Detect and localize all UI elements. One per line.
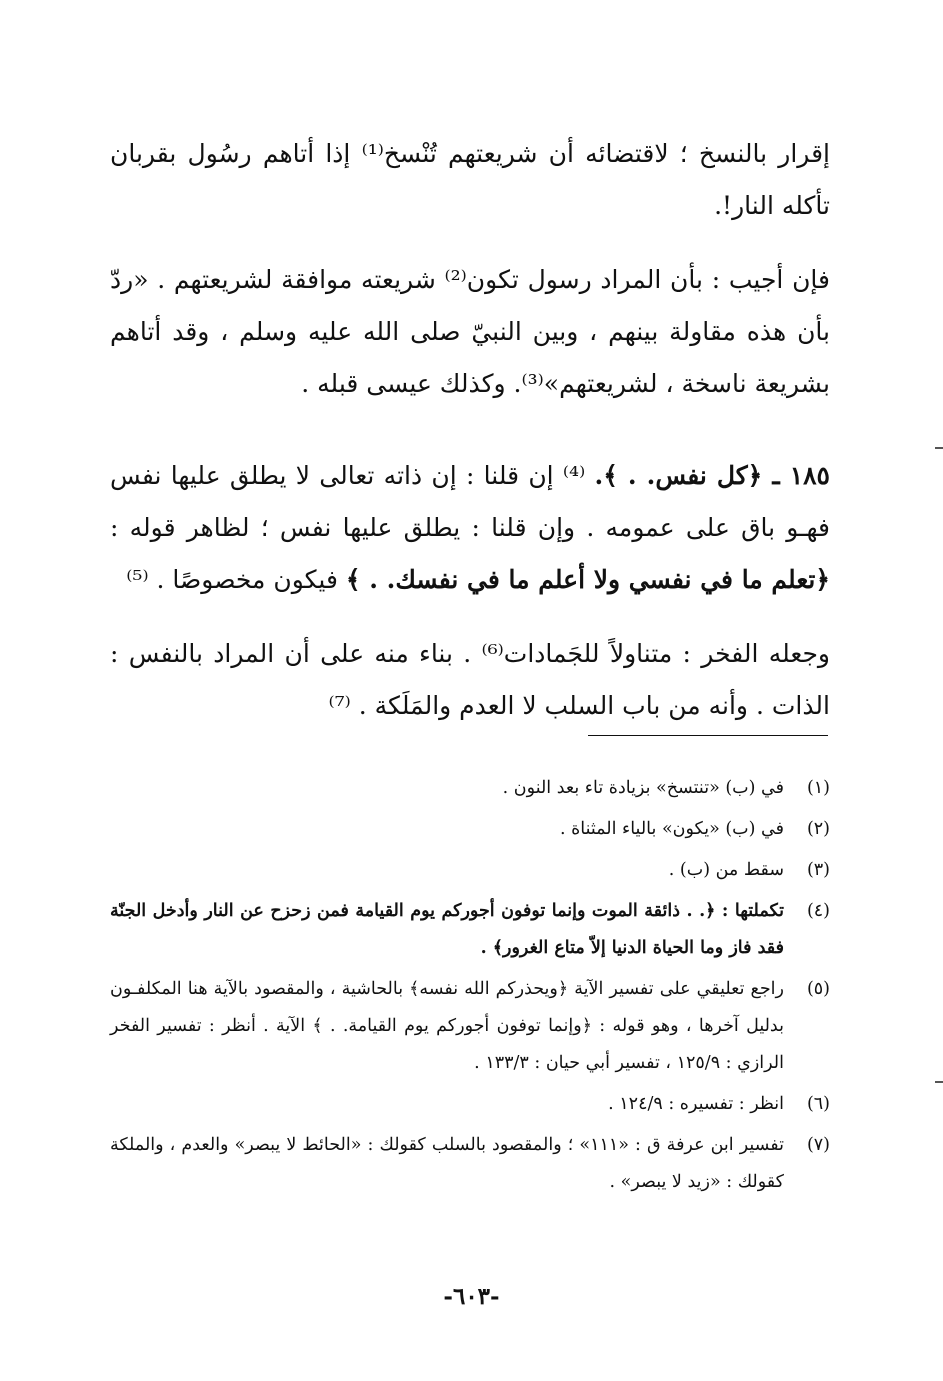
footnote-number: (٦) xyxy=(806,1094,830,1114)
paragraph-4: وجعله الفخر : متناولاً للجَمادات⁽⁶⁾ . بناء منه على أن المراد بالنفس : الذات . وأنه من باب السلب لا العدم والمَلَكة . ⁽⁷⁾ xyxy=(110,639,830,720)
paragraph-185 xyxy=(110,450,830,606)
footnote-text: في (ب) «تنتسخ» بزيادة تاء بعد النون . xyxy=(502,778,784,798)
footnote-number: (٣) xyxy=(806,860,830,880)
page-number: -٦٠٣- xyxy=(443,1283,500,1310)
footnote-number: (٢) xyxy=(806,819,830,839)
paragraph-185-tail: فيكون مخصوصًا . ⁽⁵⁾ xyxy=(126,565,338,594)
scan-edge-mark xyxy=(935,1081,943,1083)
scan-edge-mark xyxy=(935,447,943,449)
footnote-number: (٤) xyxy=(806,901,830,921)
paragraph-2: فإن أجيب : بأن المراد رسول تكون⁽²⁾ شريعته موافقة لشريعتهم . «ردّ بأن هذه مقاولة بينهم ، وبين النبيّ صلى الله عليه وسلم ، وقد أتاهم بشريعة ناسخة ، لشريعتهم»⁽³⁾. وكذلك عيسى قبله . xyxy=(110,265,831,398)
footnote-number: (٥) xyxy=(806,979,830,999)
footnote-separator xyxy=(588,735,828,736)
footnote-text: انظر : تفسيره : ١٢٤/٩ . xyxy=(608,1094,784,1114)
verse-quote: ﴿تعلم ما في نفسي ولا أعلم ما في نفسك. . ﴾ xyxy=(345,565,830,594)
paragraph-1: إقرار بالنسخ ؛ لاقتضائه أن شريعتهم تُنْسخ⁽¹⁾ إذا أتاهم رسُول بقربان تأكله النار!. xyxy=(110,139,830,220)
verse-heading: ١٨٥ ـ ﴿كل نفس. . ﴾. xyxy=(594,461,830,490)
footnote-text: تكملتها : ﴿. . ذائقة الموت وإنما توفون أجوركم يوم القيامة فمن زحزح عن النار وأدخل الجنّة فقد فاز وما الحياة الدنيا إلاّ متاع الغرور﴾ . xyxy=(110,901,784,958)
footnote-number: (١) xyxy=(806,778,830,798)
footnote-text: راجع تعليقي على تفسير الآية ﴿ويحذركم الله نفسه﴾ بالحاشية ، والمقصود بالآية هنا المكلفـون بدليل آخرها ، وهو قوله : ﴿وإنما توفون أجوركم يوم القيامة. . ﴾ الآية . أنظر : تفسير الفخر الرازي : ١٢٥/٩ ، تفسير أبي حيان : ١٣٣/٣ . xyxy=(110,979,784,1073)
footnote xyxy=(110,893,830,967)
main-text xyxy=(110,128,830,732)
footnote xyxy=(110,1086,830,1123)
footnote-text: في (ب) «يكون» بالياء المثناة . xyxy=(559,819,784,839)
footnote xyxy=(110,770,830,807)
footnote-number: (٧) xyxy=(806,1135,830,1155)
paragraph-185-text: ⁽⁴⁾ إن قلنا : إن ذاته تعالى لا يطلق عليها نفس فهـو باق على عمومه . وإن قلنا : يطلق عليها نفس ؛ لظاهر قوله : xyxy=(110,461,830,542)
footnote-text: سقط من (ب) . xyxy=(668,860,784,880)
footnote xyxy=(110,811,830,848)
footnote xyxy=(110,852,830,889)
footnotes xyxy=(110,770,830,1205)
footnote-text: تفسير ابن عرفة ق : «١١١» ؛ والمقصود بالسلب كقولك : «الحائط لا يبصر» والعدم ، والملكة كقولك : «زيد لا يبصر» . xyxy=(110,1135,785,1192)
footnote xyxy=(110,1127,830,1201)
footnote xyxy=(110,971,830,1082)
